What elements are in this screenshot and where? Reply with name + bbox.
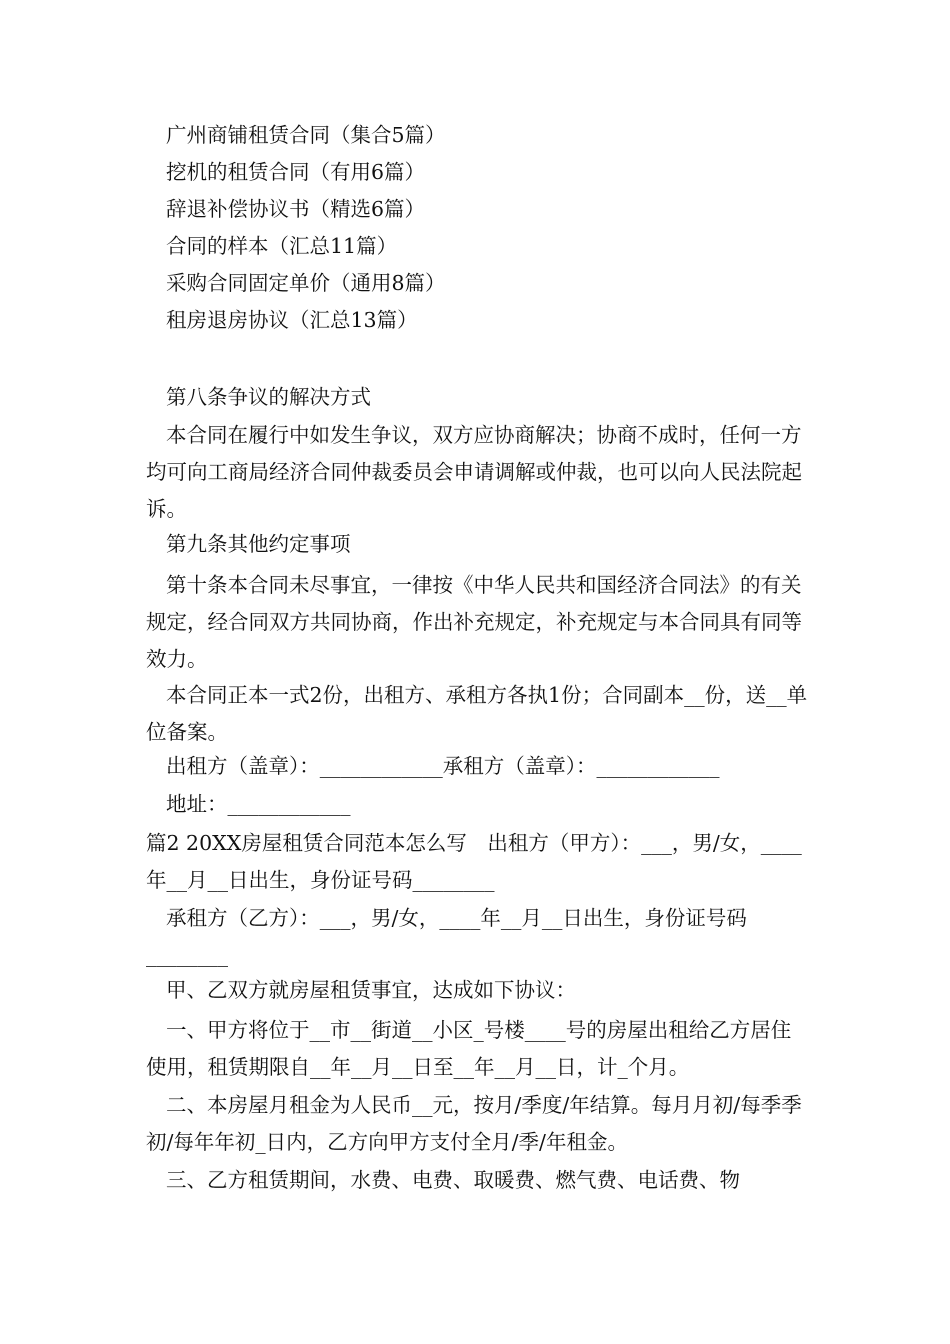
part2-lessee: 承租方（乙方）：___，男/女，____年__月__日出生，身份证号码________ bbox=[146, 906, 747, 967]
clause-3: 三、乙方租赁期间，水费、电费、取暖费、燃气费、电话费、物 bbox=[166, 1168, 740, 1192]
toc-item: 租房退房协议（汇总13篇） bbox=[166, 308, 418, 332]
article8-title: 第八条争议的解决方式 bbox=[166, 385, 371, 409]
article9-title: 第九条其他约定事项 bbox=[166, 532, 351, 556]
part2-intro: 甲、乙双方就房屋租赁事宜，达成如下协议： bbox=[166, 978, 576, 1002]
signature-line: 出租方（盖章）：____________承租方（盖章）：____________ bbox=[166, 754, 720, 778]
toc-item: 辞退补偿协议书（精选6篇） bbox=[166, 197, 426, 221]
clause-2: 二、本房屋月租金为人民币__元，按月/季度/年结算。每月月初/每季季初/每年年初_日内，乙方向甲方支付全月/季/年租金。 bbox=[146, 1093, 802, 1154]
article10-body: 第十条本合同未尽事宜，一律按《中华人民共和国经济合同法》的有关规定，经合同双方共同协商，作出补充规定，补充规定与本合同具有同等效力。 bbox=[146, 573, 802, 671]
toc-item: 挖机的租赁合同（有用6篇） bbox=[166, 160, 426, 184]
toc-item: 广州商铺租赁合同（集合5篇） bbox=[166, 123, 446, 147]
toc-item: 合同的样本（汇总11篇） bbox=[166, 234, 398, 258]
part2-lessor: 篇2 20XX房屋租赁合同范本怎么写 出租方（甲方）：___，男/女，____年__月__日出生，身份证号码________ bbox=[146, 831, 802, 892]
copies-clause: 本合同正本一式2份，出租方、承租方各执1份；合同副本__份，送__单位备案。 bbox=[146, 683, 808, 744]
toc-item: 采购合同固定单价（通用8篇） bbox=[166, 271, 446, 295]
clause-1: 一、甲方将位于__市__街道__小区_号楼____号的房屋出租给乙方居住使用，租赁期限自__年__月__日至__年__月__日，计_个月。 bbox=[146, 1018, 792, 1079]
address-line: 地址：____________ bbox=[166, 792, 351, 816]
article8-body: 本合同在履行中如发生争议，双方应协商解决；协商不成时，任何一方均可向工商局经济合同仲裁委员会申请调解或仲裁，也可以向人民法院起诉。 bbox=[146, 423, 802, 521]
